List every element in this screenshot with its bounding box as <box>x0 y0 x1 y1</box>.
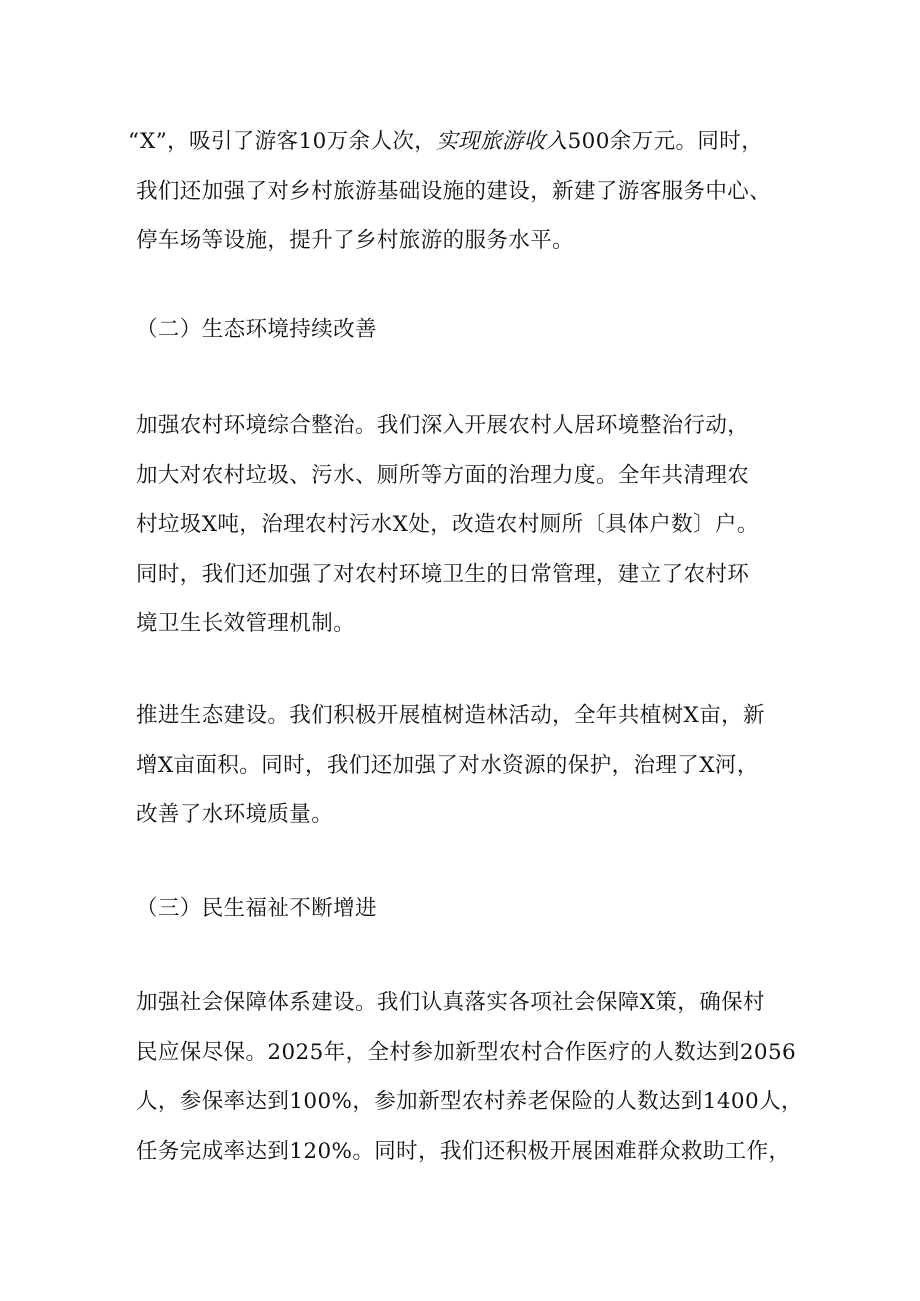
text-line: 人，参保率达到100%，参加新型农村养老保险的人数达到1400人， <box>136 1089 803 1114</box>
text-segment: 500余万元。同时， <box>567 129 764 154</box>
text-line: 同时，我们还加强了对农村环境卫生的日常管理，建立了农村环 <box>136 561 750 587</box>
text-line: 民应保尽保。2025年，全村参加新型农村合作医疗的人数达到2056 <box>136 1039 797 1065</box>
text-line: 村垃圾X吨，治理农村污水X处，改造农村厕所〔具体户数〕户。 <box>136 512 759 537</box>
text-line: 我们还加强了对乡村旅游基础设施的建设，新建了游客服务中心、 <box>136 178 772 204</box>
paragraph-ecological-construction <box>136 691 804 840</box>
text-line: 改善了水环境质量。 <box>136 802 334 827</box>
text-line: 推进生态建设。我们积极开展植树造林活动，全年共植树X亩，新 <box>136 703 765 728</box>
text-line <box>128 117 804 167</box>
section-heading-livelihood: （三）民生福祉不断增进 <box>136 896 377 921</box>
text-line: 加强农村环境综合整治。我们深入开展农村人居环境整治行动， <box>136 413 750 438</box>
text-line: 加强社会保障体系建设。我们认真落实各项社会保障X策，确保村 <box>136 990 765 1015</box>
text-line: 境卫生长效管理机制。 <box>136 611 356 636</box>
section-heading-ecology: （二）生态环境持续改善 <box>136 317 377 342</box>
paragraph-tourism <box>128 117 804 266</box>
text-line: 停车场等设施，提升了乡村旅游的服务水平。 <box>136 228 575 253</box>
text-line: 任务完成率达到120%。同时，我们还积极开展困难群众救助工作， <box>136 1138 791 1164</box>
paragraph-environment <box>136 401 804 649</box>
italic-text-segment: 实现旅游收入 <box>436 129 568 154</box>
paragraph-social-security <box>136 978 804 1176</box>
text-line: 加大对农村垃圾、污水、厕所等方面的治理力度。全年共清理农 <box>136 462 750 488</box>
text-segment: “X”，吸引了游客10万余人次， <box>128 129 437 154</box>
text-line: 增X亩面积。同时，我们还加强了对水资源的保护，治理了X河， <box>136 752 759 778</box>
